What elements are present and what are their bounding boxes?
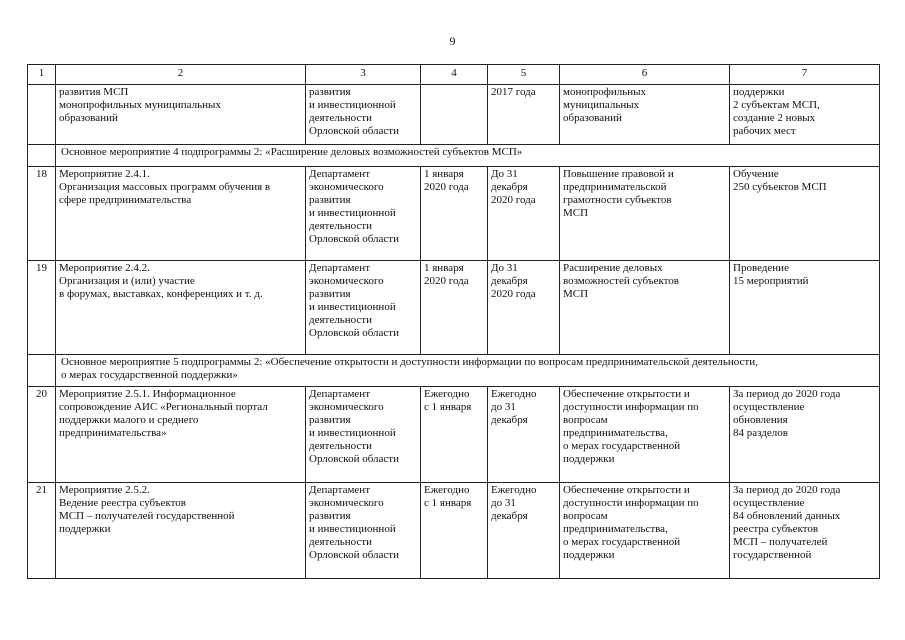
expected-result-cell: Обеспечение открытости и доступности информации по вопросам предпринимательства, о мерах государственной поддержки — [560, 483, 730, 579]
table-row-20 — [28, 387, 880, 483]
start-date-cell: Ежегодно с 1 января — [421, 387, 488, 483]
expected-result-cell: Повышение правовой и предпринимательской грамотности субъектов МСП — [560, 167, 730, 261]
measure-name-cell: развития МСП монопрофильных муниципальных образований — [56, 85, 306, 145]
start-date-cell: 1 января 2020 года — [421, 167, 488, 261]
start-date-cell: Ежегодно с 1 января — [421, 483, 488, 579]
row-number: 20 — [28, 387, 56, 483]
row-number: 21 — [28, 483, 56, 579]
table-row-21 — [28, 483, 880, 579]
end-date-cell: 2017 года — [488, 85, 560, 145]
column-number-row — [28, 65, 880, 85]
indicator-cell: За период до 2020 года осуществление обновления 84 разделов — [730, 387, 880, 483]
measure-name-cell: Мероприятие 2.4.1. Организация массовых программ обучения в сфере предпринимательства — [56, 167, 306, 261]
executor-cell: Департамент экономического развития и инвестиционной деятельности Орловской области — [306, 167, 421, 261]
row-number — [28, 85, 56, 145]
row-number: 18 — [28, 167, 56, 261]
program-table — [27, 64, 880, 579]
executor-cell: Департамент экономического развития и инвестиционной деятельности Орловской области — [306, 483, 421, 579]
end-date-cell: До 31 декабря 2020 года — [488, 167, 560, 261]
indicator-cell: поддержки 2 субъектам МСП, создание 2 новых рабочих мест — [730, 85, 880, 145]
section-number-cell — [28, 355, 56, 387]
measure-name-cell: Мероприятие 2.5.1. Информационное сопровождение АИС «Региональный портал поддержки малого и среднего предпринимательства» — [56, 387, 306, 483]
expected-result-cell: Расширение деловых возможностей субъектов МСП — [560, 261, 730, 355]
table-row-continuation — [28, 85, 880, 145]
column-header: 2 — [56, 65, 306, 85]
end-date-cell: Ежегодно до 31 декабря — [488, 387, 560, 483]
executor-cell: Департамент экономического развития и инвестиционной деятельности Орловской области — [306, 261, 421, 355]
indicator-cell: Проведение 15 мероприятий — [730, 261, 880, 355]
page-number: 9 — [449, 34, 456, 48]
end-date-cell: Ежегодно до 31 декабря — [488, 483, 560, 579]
indicator-cell: Обучение 250 субъектов МСП — [730, 167, 880, 261]
section-number-cell — [28, 145, 56, 167]
column-header: 6 — [560, 65, 730, 85]
section-title: Основное мероприятие 4 подпрограммы 2: «Расширение деловых возможностей субъектов МСП» — [56, 145, 880, 167]
start-date-cell — [421, 85, 488, 145]
expected-result-cell: монопрофильных муниципальных образований — [560, 85, 730, 145]
executor-cell: Департамент экономического развития и инвестиционной деятельности Орловской области — [306, 387, 421, 483]
table-row-19 — [28, 261, 880, 355]
start-date-cell: 1 января 2020 года — [421, 261, 488, 355]
section-title: Основное мероприятие 5 подпрограммы 2: «Обеспечение открытости и доступности информации по вопросам предпринимательской деятельности, о мерах государственной поддержки» — [56, 355, 880, 387]
section-row-4 — [28, 145, 880, 167]
indicator-cell: За период до 2020 года осуществление 84 обновлений данных реестра субъектов МСП – получателей государственной — [730, 483, 880, 579]
measure-name-cell: Мероприятие 2.5.2. Ведение реестра субъектов МСП – получателей государственной поддержки — [56, 483, 306, 579]
executor-cell: развития и инвестиционной деятельности Орловской области — [306, 85, 421, 145]
column-header: 4 — [421, 65, 488, 85]
column-header: 7 — [730, 65, 880, 85]
end-date-cell: До 31 декабря 2020 года — [488, 261, 560, 355]
column-header: 5 — [488, 65, 560, 85]
measure-name-cell: Мероприятие 2.4.2. Организация и (или) участие в форумах, выставках, конференциях и т. д. — [56, 261, 306, 355]
column-header: 3 — [306, 65, 421, 85]
table-row-18 — [28, 167, 880, 261]
row-number: 19 — [28, 261, 56, 355]
column-header: 1 — [28, 65, 56, 85]
expected-result-cell: Обеспечение открытости и доступности информации по вопросам предпринимательства, о мерах государственной поддержки — [560, 387, 730, 483]
section-row-5 — [28, 355, 880, 387]
